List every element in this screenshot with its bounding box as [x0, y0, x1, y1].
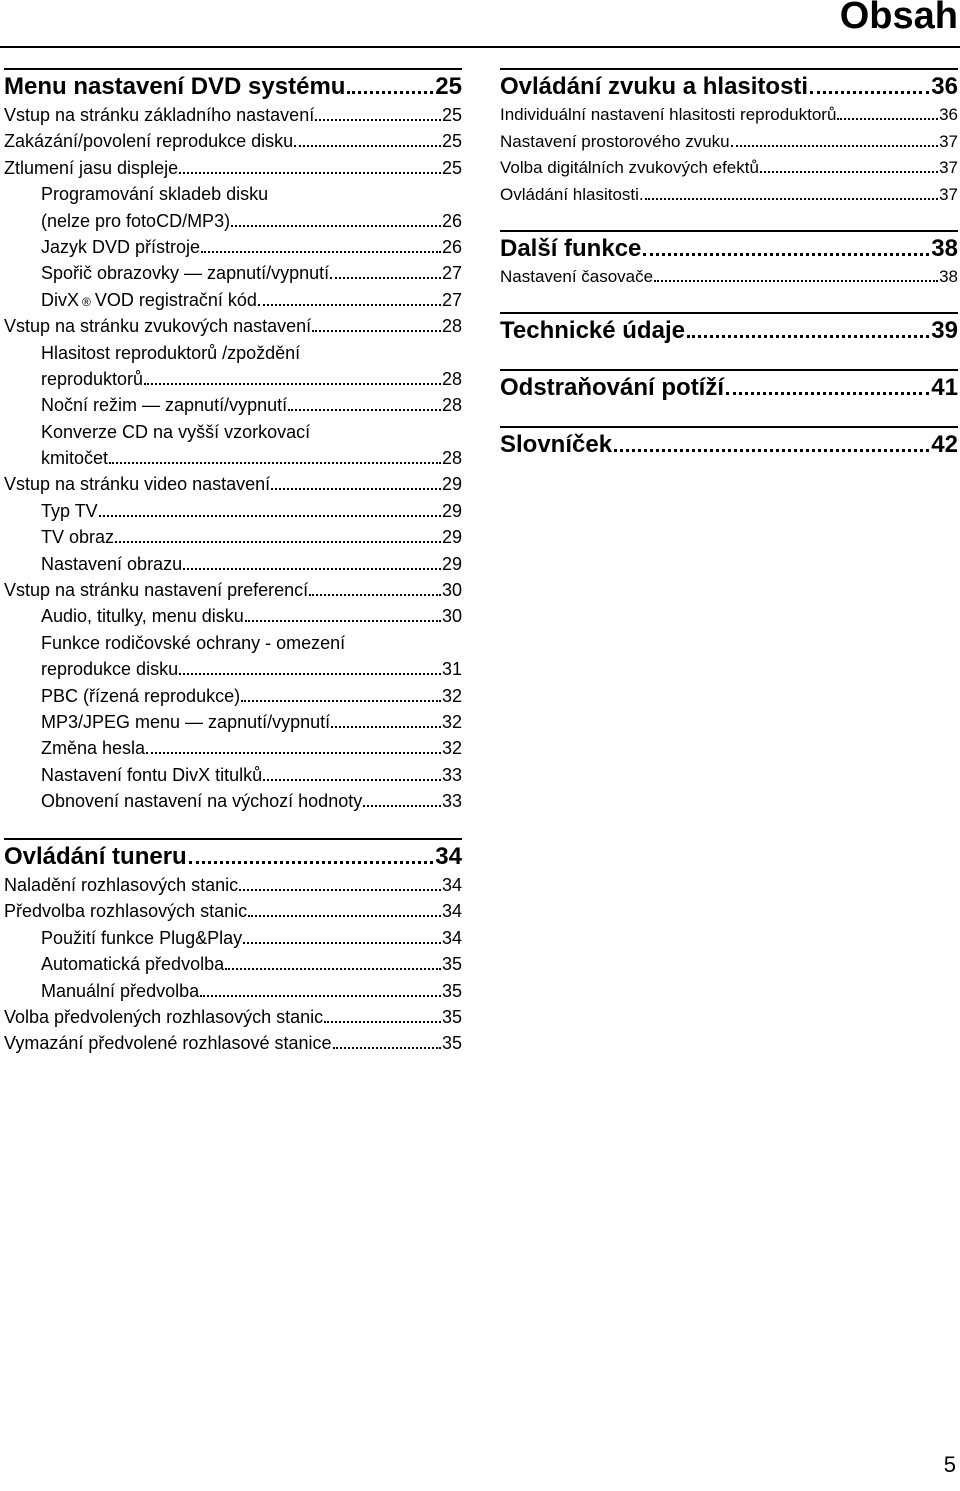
dot-leader	[643, 253, 929, 256]
page-title: Obsah	[839, 0, 958, 37]
entry-page: 34	[441, 901, 462, 922]
section-title: Slovníček	[500, 431, 613, 458]
dot-leader	[810, 91, 929, 94]
toc-entry[interactable]	[4, 735, 462, 761]
toc-section-tuner	[4, 838, 462, 1057]
entry-page: 37	[939, 158, 958, 177]
entry-page: 31	[441, 659, 462, 680]
toc-section-glossary	[500, 426, 958, 460]
dot-leader	[330, 277, 441, 279]
entry-page: 30	[441, 606, 462, 627]
entry-page: 27	[441, 289, 462, 310]
dot-leader	[99, 515, 441, 517]
entry-page: 29	[441, 553, 462, 574]
entry-label: Vstup na stránku základního nastavení	[4, 105, 315, 125]
section-page: 38	[931, 235, 958, 262]
toc-entry[interactable]	[4, 951, 462, 977]
entry-label: Ovládání hlasitosti.	[500, 184, 644, 204]
dot-leader	[183, 568, 441, 570]
toc-entry[interactable]	[4, 260, 462, 286]
entry-page: 25	[441, 105, 462, 125]
dot-leader	[333, 1047, 441, 1049]
entry-page: 37	[939, 131, 958, 151]
toc-entry[interactable]	[4, 762, 462, 788]
dot-leader	[363, 805, 441, 807]
section-page: 25	[435, 73, 462, 100]
toc-entry[interactable]	[4, 208, 462, 234]
dot-leader	[614, 449, 929, 452]
toc-entry[interactable]	[4, 898, 462, 924]
toc-entry[interactable]	[4, 366, 462, 392]
section-page: 41	[931, 374, 958, 401]
toc-entry[interactable]	[4, 524, 462, 550]
entry-page: 27	[441, 263, 462, 284]
entry-label: Předvolba rozhlasových stanic	[4, 901, 248, 922]
entry-label: Nastavení časovače	[500, 267, 654, 286]
dot-leader	[731, 145, 938, 147]
toc-entry[interactable]	[4, 925, 462, 951]
section-title: Ovládání zvuku a hlasitosti	[500, 73, 809, 100]
dot-leader	[200, 995, 441, 997]
entry-label: reprodukce disku	[41, 659, 179, 680]
entry-label: Automatická předvolba	[41, 954, 225, 975]
entry-label: Typ TV	[41, 500, 98, 521]
toc-section-sound	[500, 68, 958, 208]
dot-leader	[231, 225, 441, 227]
dot-leader	[245, 620, 441, 622]
entry-label: Spořič obrazovky — zapnutí/vypnutí	[41, 263, 330, 284]
dot-leader	[294, 145, 441, 147]
entry-page: 34	[441, 927, 462, 948]
toc-entry[interactable]	[500, 155, 958, 182]
toc-entry[interactable]	[4, 102, 462, 128]
entry-page: 36	[939, 105, 958, 124]
section-heading[interactable]	[4, 68, 462, 102]
toc-entry[interactable]	[500, 102, 958, 129]
entry-page: 28	[441, 368, 462, 389]
dot-leader	[324, 1021, 441, 1023]
entry-label: Změna hesla	[41, 738, 146, 759]
entry-page: 33	[441, 764, 462, 785]
entry-page: 35	[441, 954, 462, 975]
dot-leader	[760, 171, 938, 173]
dot-leader	[144, 383, 441, 385]
entry-page: 35	[441, 1033, 462, 1054]
entry-label: Audio, titulky, menu disku	[41, 606, 244, 627]
toc-entry[interactable]	[4, 656, 462, 682]
entry-label: Vstup na stránku nastavení preferencí	[4, 580, 309, 601]
toc-section-tech	[500, 312, 958, 346]
entry-label: MP3/JPEG menu — zapnutí/vypnutí	[41, 711, 331, 732]
entry-label: (nelze pro fotoCD/MP3)	[41, 210, 231, 231]
toc-entry[interactable]	[4, 603, 462, 629]
toc-entry[interactable]	[4, 155, 462, 181]
dot-leader	[263, 779, 441, 781]
entry-label: reproduktorů	[41, 368, 144, 389]
entry-page: 29	[441, 500, 462, 521]
section-heading[interactable]	[500, 68, 958, 102]
toc-entry[interactable]	[4, 471, 462, 497]
toc-entry-line1[interactable]	[4, 340, 462, 366]
dot-leader	[225, 968, 441, 970]
page-number: 5	[943, 1452, 956, 1477]
dot-leader	[248, 915, 441, 917]
dot-leader	[241, 700, 441, 702]
toc-entry[interactable]	[4, 551, 462, 577]
toc-entry[interactable]	[500, 182, 958, 209]
entry-label: Obnovení nastavení na výchozí hodnoty	[41, 791, 363, 812]
dot-leader	[179, 172, 441, 174]
toc-entry[interactable]	[4, 683, 462, 709]
entry-page: 25	[441, 157, 462, 178]
entry-label: Noční režim — zapnutí/vypnutí	[41, 395, 288, 416]
toc-entry[interactable]	[4, 234, 462, 260]
section-title: Menu nastavení DVD systému	[4, 73, 346, 100]
toc-section-dvd-menu	[4, 68, 462, 815]
toc-entry[interactable]	[4, 709, 462, 735]
entry-label: Jazyk DVD přístroje	[41, 236, 201, 257]
dot-leader	[315, 119, 441, 121]
dot-leader	[312, 330, 441, 332]
section-title: Odstraňování potíží	[500, 374, 725, 401]
entry-label: Ztlumení jasu displeje	[4, 157, 179, 178]
entry-label: Vstup na stránku zvukových nastavení	[4, 316, 312, 337]
entry-label: Volba digitálních zvukových efektů	[500, 158, 759, 177]
toc-entry[interactable]	[4, 577, 462, 603]
section-page: 42	[931, 431, 958, 458]
entry-page: 26	[441, 236, 462, 257]
toc-entry[interactable]	[4, 872, 462, 898]
entry-label: Vymazání předvolené rozhlasové stanice	[4, 1033, 332, 1054]
entry-label: Zakázání/povolení reprodukce disku	[4, 131, 294, 152]
entry-page: 28	[441, 316, 462, 337]
entry-label: Programování skladeb disku	[41, 184, 269, 205]
entry-label: kmitočet	[41, 448, 109, 469]
dot-leader	[109, 462, 441, 464]
entry-label: TV obraz	[41, 527, 115, 548]
entry-label: Vstup na stránku video nastavení	[4, 474, 271, 495]
dot-leader	[309, 594, 441, 596]
entry-page: 35	[441, 980, 462, 1001]
dot-leader	[331, 726, 441, 728]
toc-entry[interactable]	[4, 287, 462, 313]
dot-leader	[201, 251, 441, 253]
entry-label: Manuální předvolba	[41, 980, 200, 1001]
entry-label: Funkce rodičovské ochrany - omezení	[41, 632, 346, 653]
entry-label: Volba předvolených rozhlasových stanic	[4, 1006, 324, 1027]
entry-label: Nastavení fontu DivX titulků	[41, 764, 263, 785]
dot-leader	[146, 752, 441, 754]
entry-page: 34	[441, 875, 462, 895]
dot-leader	[189, 861, 434, 864]
entry-label: Nastavení obrazu	[41, 553, 183, 574]
entry-label-prefix: DivX	[41, 289, 80, 310]
toc-entry[interactable]	[4, 788, 462, 814]
toc-section-other	[500, 230, 958, 291]
entry-label: Individuální nastavení hlasitosti reproduktorů	[500, 105, 837, 124]
entry-label: Naladění rozhlasových stanic	[4, 875, 239, 895]
dot-leader	[654, 280, 938, 282]
entry-page: 32	[441, 685, 462, 706]
toc-section-trouble	[500, 369, 958, 403]
dot-leader	[258, 304, 441, 306]
entry-page: 26	[441, 210, 462, 231]
entry-label: Použití funkce Plug&Play	[41, 927, 243, 948]
toc-entry[interactable]	[4, 1030, 462, 1056]
entry-page: 37	[939, 184, 958, 204]
toc-entry[interactable]	[4, 1004, 462, 1030]
dot-leader	[837, 118, 938, 120]
entry-page: 30	[441, 580, 462, 601]
section-heading[interactable]	[500, 312, 958, 346]
entry-page: 32	[441, 738, 462, 759]
toc-entry-line1[interactable]	[4, 630, 462, 656]
entry-label: Konverze CD na vyšší vzorkovací	[41, 421, 311, 442]
entry-label: PBC (řízená reprodukce)	[41, 685, 241, 706]
section-page: 39	[931, 317, 958, 344]
toc-entry-line1[interactable]	[4, 181, 462, 207]
dot-leader	[239, 889, 441, 891]
entry-page: 29	[441, 474, 462, 495]
toc-entry[interactable]	[4, 392, 462, 418]
entry-page: 25	[441, 131, 462, 152]
toc-entry[interactable]	[4, 978, 462, 1004]
section-title: Technické údaje	[500, 317, 685, 344]
entry-page: 29	[441, 527, 462, 548]
section-page: 34	[435, 843, 462, 870]
entry-page: 35	[441, 1006, 462, 1027]
toc-entry[interactable]	[500, 264, 958, 291]
section-heading[interactable]	[500, 369, 958, 403]
section-title: Další funkce	[500, 235, 642, 262]
dot-leader	[347, 91, 433, 94]
entry-page: 38	[939, 267, 958, 286]
dot-leader	[288, 409, 441, 411]
toc-entry[interactable]	[4, 498, 462, 524]
toc-entry-line1[interactable]	[4, 419, 462, 445]
section-title: Ovládání tuneru	[4, 843, 187, 870]
toc-entry[interactable]	[4, 128, 462, 154]
dot-leader	[271, 488, 441, 490]
toc-entry[interactable]	[4, 313, 462, 339]
entry-page: 32	[441, 711, 462, 732]
dot-leader	[243, 942, 441, 944]
toc-entry[interactable]	[500, 129, 958, 156]
entry-label: Nastavení prostorového zvuku	[500, 131, 730, 151]
header-rule	[0, 46, 960, 48]
entry-label: VOD registrační kód	[94, 289, 257, 310]
entry-label: Hlasitost reproduktorů /zpoždění	[41, 342, 301, 363]
dot-leader	[179, 673, 441, 675]
entry-page: 33	[441, 791, 462, 812]
section-page: 36	[931, 73, 958, 100]
toc-entry[interactable]	[4, 445, 462, 471]
registered-mark: ®	[82, 294, 91, 309]
entry-page: 28	[441, 395, 462, 416]
dot-leader	[115, 541, 441, 543]
section-heading[interactable]	[4, 838, 462, 872]
section-heading[interactable]	[500, 426, 958, 460]
dot-leader	[645, 198, 938, 200]
dot-leader	[726, 392, 929, 395]
dot-leader	[687, 335, 929, 338]
section-heading[interactable]	[500, 230, 958, 264]
entry-page: 28	[441, 448, 462, 469]
